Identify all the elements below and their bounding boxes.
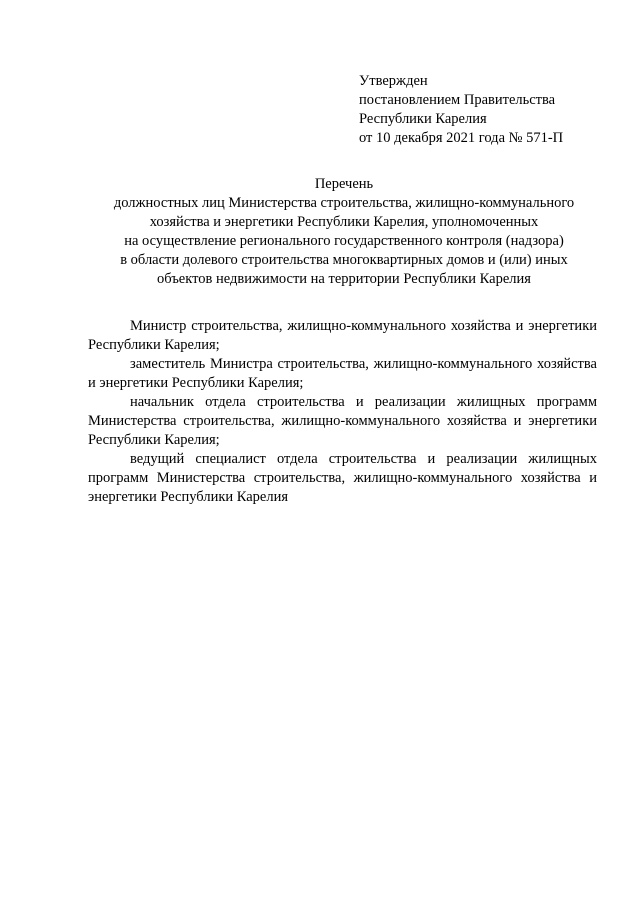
title-line: должностных лиц Министерства строительства, жилищно-коммунального — [113, 195, 575, 211]
title-line: объектов недвижимости на территории Республики Карелия — [157, 271, 531, 287]
title-heading: Перечень — [314, 176, 374, 192]
title-line: в области долевого строительства многоквартирных домов и (или) иных — [120, 252, 568, 268]
approval-line: от 10 декабря 2021 года № 571-П — [359, 130, 564, 146]
officials-list — [88, 317, 597, 507]
approval-line: Республики Карелия — [359, 111, 487, 127]
title-line: на осуществление регионального государственного контроля (надзора) — [124, 233, 564, 249]
list-item: Министр строительства, жилищно-коммунального хозяйства и энергетики Республики Карелия; — [88, 318, 597, 353]
title-line: хозяйства и энергетики Республики Карелия, уполномоченных — [149, 214, 539, 230]
list-item: начальник отдела строительства и реализации жилищных программ Министерства строительства, жилищно-коммунального хозяйства и энергетики Республики Карелия; — [88, 394, 597, 448]
approval-stamp — [359, 72, 619, 148]
approval-line: постановлением Правительства — [359, 92, 556, 108]
list-item: ведущий специалист отдела строительства и реализации жилищных программ Министерства строительства, жилищно-коммунального хозяйства и энергетики Республики Карелия — [88, 451, 597, 505]
list-item: заместитель Министра строительства, жилищно-коммунального хозяйства и энергетики Республики Карелия; — [88, 356, 597, 391]
approval-line: Утвержден — [359, 73, 428, 89]
document-title — [88, 175, 600, 289]
